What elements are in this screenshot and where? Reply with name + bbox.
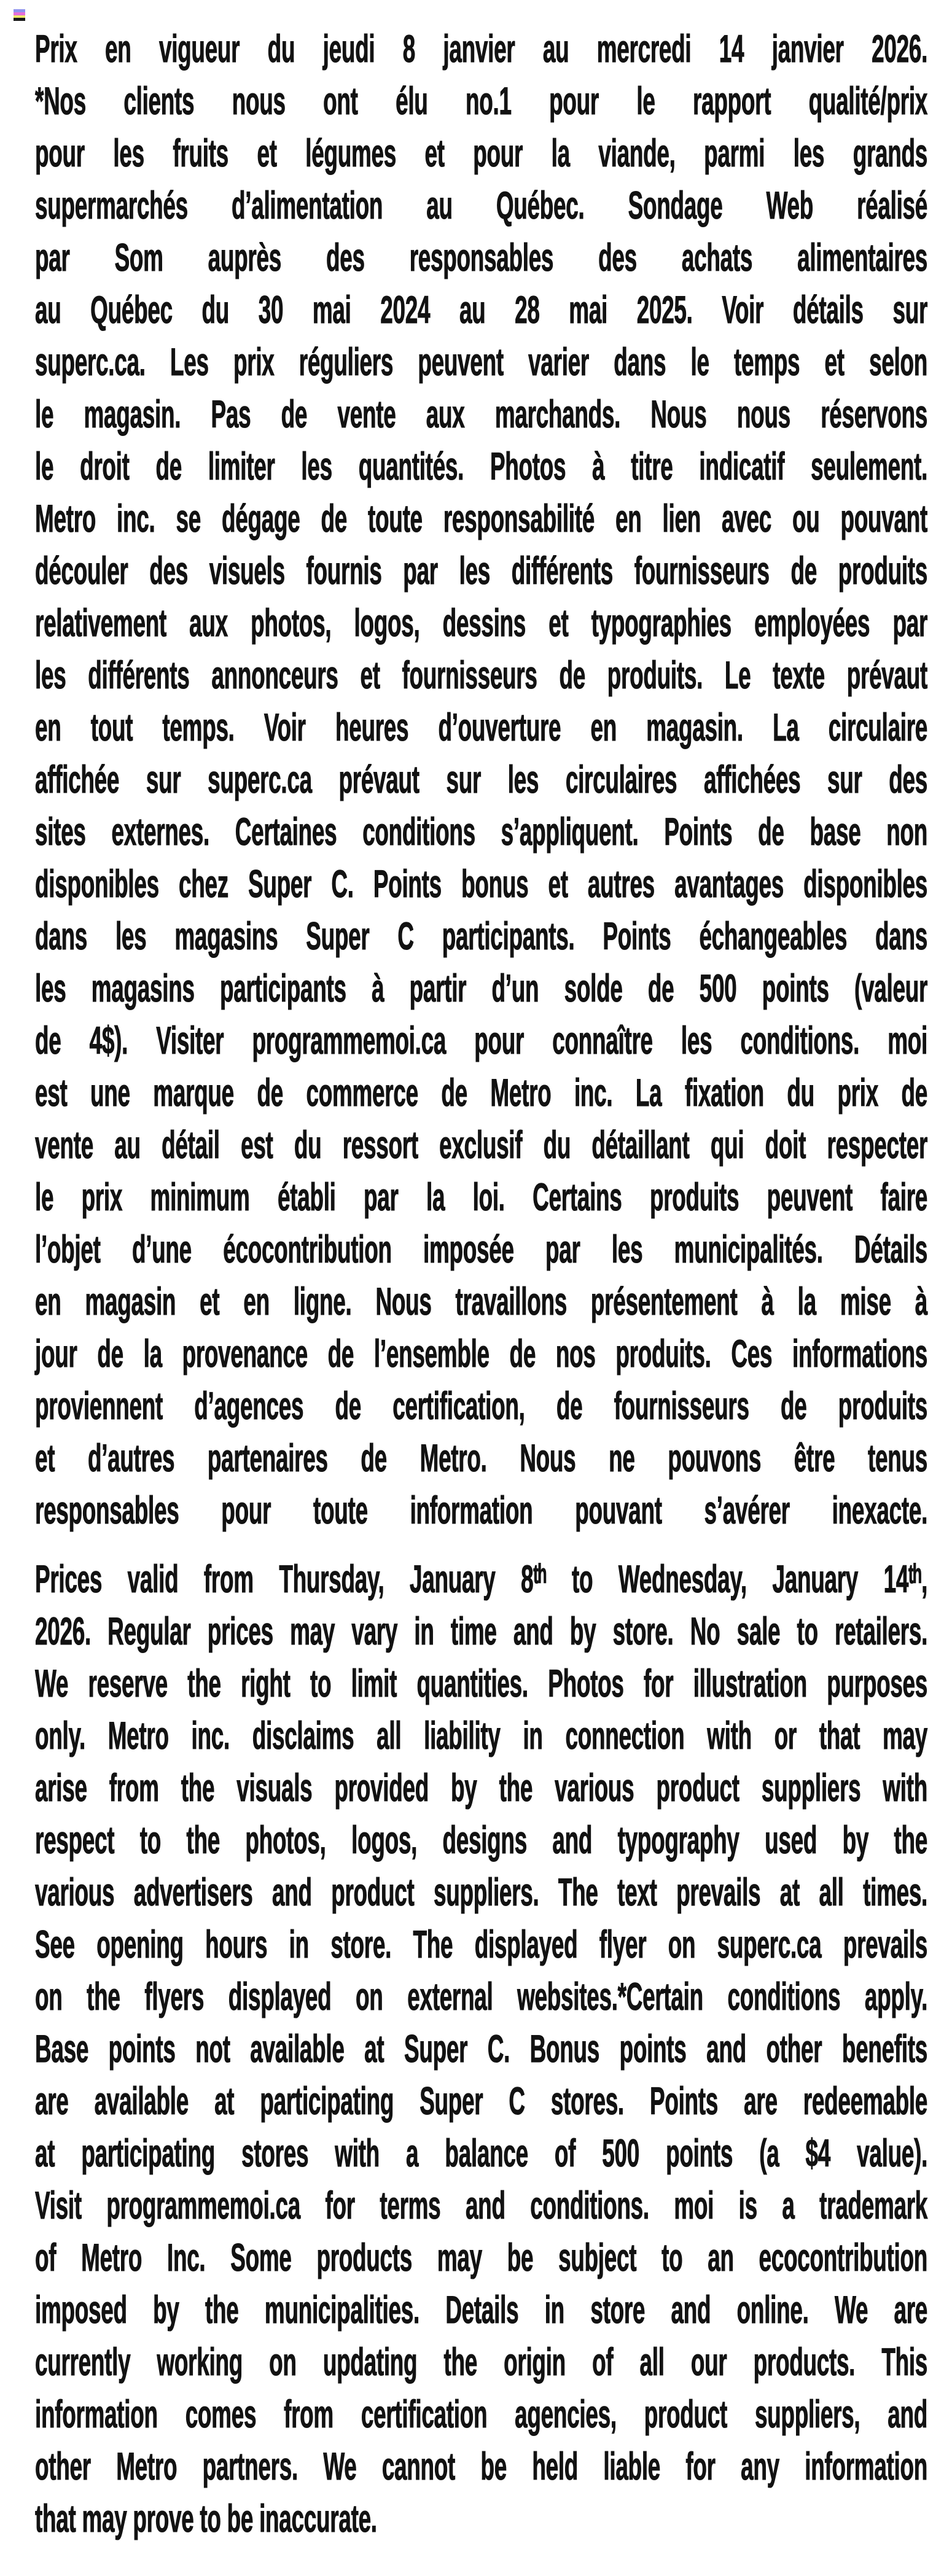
text-line: dans les magasins Super C participants. Points échangeables dans — [35, 915, 928, 958]
text-line: 2026. Regular prices may vary in time and by store. No sale to retailers. — [35, 1610, 928, 1653]
text-line: Visit programmemoi.ca for terms and conditions. moi is a trademark — [35, 2184, 928, 2227]
text-line: est une marque de commerce de Metro inc. La fixation du prix de — [35, 1072, 928, 1115]
text-line: We reserve the right to limit quantities. Photos for illustration purposes — [35, 1662, 928, 1705]
text-line: supermarchés d’alimentation au Québec. Sondage Web réalisé — [35, 184, 928, 227]
text-line: le droit de limiter les quantités. Photos à titre indicatif seulement. — [35, 445, 928, 488]
text-line: other Metro partners. We cannot be held liable for any information — [35, 2445, 928, 2488]
text-line: vente au détail est du ressort exclusif du détaillant qui doit respecter — [35, 1124, 928, 1167]
text-line: respect to the photos, logos, designs and typography used by the — [35, 1819, 928, 1862]
text-line: arise from the visuals provided by the various product suppliers with — [35, 1767, 928, 1810]
text-line: le magasin. Pas de vente aux marchands. Nous nous réservons — [35, 393, 928, 436]
text-line: au Québec du 30 mai 2024 au 28 mai 2025. Voir détails sur — [35, 289, 928, 332]
text-line: information comes from certification agencies, product suppliers, and — [35, 2393, 928, 2436]
disclaimer-paragraph-english — [35, 1554, 927, 2545]
text-line: at participating stores with a balance of 500 points (a $4 value). — [35, 2132, 928, 2175]
text-line: Metro inc. se dégage de toute responsabilité en lien avec ou pouvant — [35, 497, 928, 540]
text-line: pour les fruits et légumes et pour la viande, parmi les grands — [35, 132, 928, 175]
text-line: only. Metro inc. disclaims all liability in connection with or that may — [35, 1714, 928, 1757]
text-line: on the flyers displayed on external websites.*Certain conditions apply. — [35, 1975, 928, 2018]
text-line: sites externes. Certaines conditions s’appliquent. Points de base non — [35, 811, 928, 854]
text-line: Prix en vigueur du jeudi 8 janvier au mercredi 14 janvier 2026. — [35, 28, 928, 71]
text-line: les différents annonceurs et fournisseurs de produits. Le texte prévaut — [35, 654, 928, 697]
text-line: l’objet d’une écocontribution imposée par les municipalités. Détails — [35, 1228, 928, 1271]
text-line: les magasins participants à partir d’un solde de 500 points (valeur — [35, 967, 928, 1010]
text-line: currently working on updating the origin of all our products. This — [35, 2341, 928, 2384]
text-line: de 4$). Visiter programmemoi.ca pour connaître les conditions. moi — [35, 1019, 928, 1062]
text-line: superc.ca. Les prix réguliers peuvent varier dans le temps et selon — [35, 341, 928, 384]
registration-stripe-black — [14, 18, 25, 21]
text-line: découler des visuels fournis par les différents fournisseurs de produits — [35, 550, 928, 593]
text-line: responsables pour toute information pouvant s’avérer inexacte. — [35, 1489, 928, 1532]
disclaimer-text-block — [35, 23, 927, 2545]
text-line: of Metro Inc. Some products may be subject to an ecocontribution — [35, 2236, 928, 2279]
text-line: proviennent d’agences de certification, de fournisseurs de produits — [35, 1385, 928, 1428]
text-line: Base points not available at Super C. Bonus points and other benefits — [35, 2028, 928, 2071]
print-registration-mark-icon — [14, 9, 25, 21]
text-line: jour de la provenance de l’ensemble de nos produits. Ces informations — [35, 1333, 928, 1376]
text-line: et d’autres partenaires de Metro. Nous ne pouvons être tenus — [35, 1437, 928, 1480]
text-line: Prices valid from Thursday, January 8ᵗʰ to Wednesday, January 14ᵗʰ, — [35, 1558, 928, 1601]
text-line: are available at participating Super C stores. Points are redeemable — [35, 2080, 928, 2123]
text-line: par Som auprès des responsables des achats alimentaires — [35, 236, 928, 279]
disclaimer-paragraph-french — [35, 23, 927, 1537]
text-line: en magasin et en ligne. Nous travaillons présentement à la mise à — [35, 1280, 928, 1323]
text-line: relativement aux photos, logos, dessins et typographies employées par — [35, 602, 928, 645]
text-line: See opening hours in store. The displayed flyer on superc.ca prevails — [35, 1923, 928, 1966]
text-line: affichée sur superc.ca prévaut sur les circulaires affichées sur des — [35, 758, 928, 801]
text-line: en tout temps. Voir heures d’ouverture en magasin. La circulaire — [35, 706, 928, 749]
text-line: various advertisers and product suppliers. The text prevails at all times. — [35, 1871, 928, 1914]
text-line: *Nos clients nous ont élu no.1 pour le rapport qualité/prix — [35, 80, 928, 123]
text-line: that may prove to be inaccurate. — [35, 2497, 377, 2540]
text-line: le prix minimum établi par la loi. Certains produits peuvent faire — [35, 1176, 928, 1219]
text-line: imposed by the municipalities. Details in store and online. We are — [35, 2289, 928, 2332]
text-line: disponibles chez Super C. Points bonus et autres avantages disponibles — [35, 863, 928, 906]
